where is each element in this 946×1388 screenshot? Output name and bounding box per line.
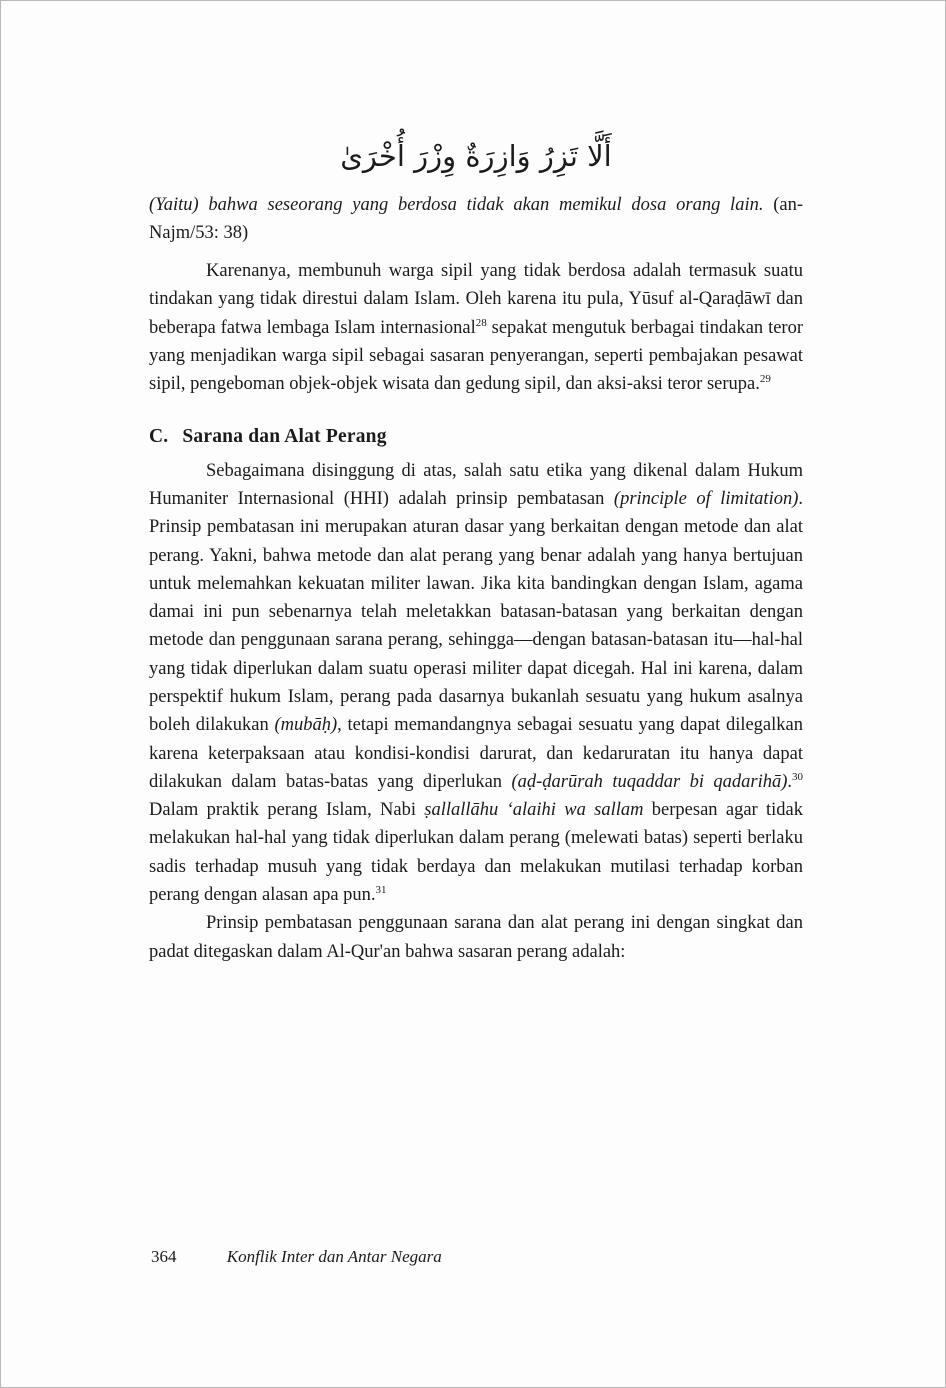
paragraph-quran-target: Prinsip pembatasan penggunaan sarana dan alat perang ini dengan singkat dan padat ditegaskan dalam Al-Qur'an bahwa sasaran perang adalah:	[149, 913, 803, 962]
page-footer	[151, 1247, 442, 1267]
section-heading	[149, 426, 803, 448]
verse-translation: (Yaitu) bahwa seseorang yang berdosa tidak akan memikul dosa orang lain. (an-Najm/53: 38)	[149, 195, 803, 243]
page-content	[149, 137, 803, 966]
paragraph-limitation-principle: Sebagaimana disinggung di atas, salah satu etika yang dikenal dalam Hukum Humaniter Internasional (HHI) adalah prinsip pembatasan (principle of limitation). Prinsip pembatasan ini merupakan aturan dasar yang berkaitan dengan metode dan alat perang. Yakni, bahwa metode dan alat perang yang benar adalah yang hanya bertujuan untuk melemahkan kekuatan militer lawan. Jika kita bandingkan dengan Islam, agama damai ini pun sebenarnya telah meletakkan batasan-batasan yang berkaitan dengan metode dan penggunaan sarana perang, sehingga—dengan batasan-batasan itu—hal-hal yang tidak diperlukan dalam suatu operasi militer dapat dicegah. Hal ini karena, dalam perspektif hukum Islam, perang pada dasarnya bukanlah sesuatu yang hukum asalnya boleh dilakukan (mubāḥ), tetapi memandangnya sebagai sesuatu yang dapat dilegalkan karena keterpaksaan atau kondisi-kondisi darurat, dan kedaruratan itu hanya dapat dilakukan dalam batas-batas yang diperlukan (aḍ-ḍarūrah tuqaddar bi qadarihā).$^{30}$ Dalam praktik perang Islam, Nabi ṣallallāhu ‘alaihi wa sallam berpesan agar tidak melakukan hal-hal yang tidak diperlukan dalam perang (melewati batas) seperti berlaku sadis terhadap musuh yang tidak berdaya dan melakukan mutilasi terhadap korban perang dengan alasan apa pun.$^{31}$	[149, 460, 803, 906]
section-letter: C.	[149, 425, 169, 447]
arabic-verse: أَلَّا تَزِرُ وَازِرَةٌ وِزْرَ أُخْرَىٰ	[340, 139, 612, 173]
paragraph-civilians: Karenanya, membunuh warga sipil yang tidak berdosa adalah termasuk suatu tindakan yang tidak direstui dalam Islam. Oleh karena itu pula, Yūsuf al-Qaraḍāwī dan beberapa fatwa lembaga Islam internasional$^{28}$ sepakat mengutuk berbagai tindakan teror yang menjadikan warga sipil sebagai sasaran penyerangan, seperti pembajakan pesawat sipil, pengeboman objek-objek wisata dan gedung sipil, dan aksi-aksi teror serupa.$^{29}$	[149, 261, 804, 395]
section-title: Sarana dan Alat Perang	[182, 425, 387, 447]
book-title: Konflik Inter dan Antar Negara	[226, 1247, 442, 1266]
page-number: 364	[151, 1247, 177, 1266]
